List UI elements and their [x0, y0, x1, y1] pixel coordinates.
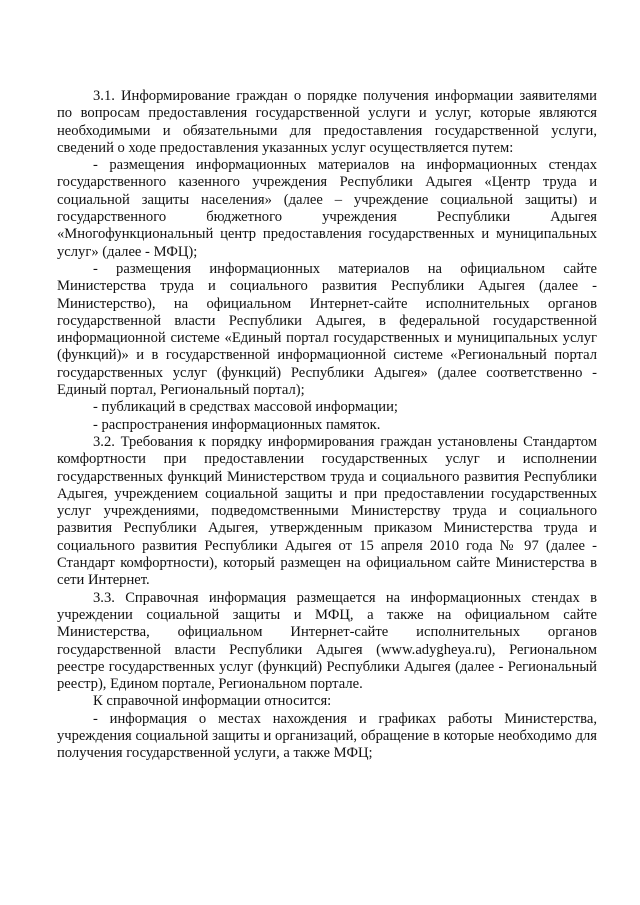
list-item-website: - размещения информационных материалов на официальном сайте Министерства труда и социального развития Республики Адыгея (далее - Министерство), на официальном Интернет-сайте исполнительных органов государственной власти Республики Адыгея, в федеральной государственной информационной системе «Единый портал государственных и муниципальных услуг (функций)» и в государственной информационной системе «Региональный портал государственных услуг (функций) Республики Адыгея» (далее соответственно - Единый портал, Региональный портал);	[57, 260, 597, 399]
document-page	[57, 88, 597, 763]
list-item-mass-media: - публикаций в средствах массовой информации;	[93, 399, 398, 416]
list-item-locations: - информация о местах нахождения и графиках работы Министерства, учреждения социальной защиты и организаций, обращение в которые необходимо для получения государственной услуги, а также МФЦ;	[57, 710, 597, 762]
list-item-leaflets: - распространения информационных памяток.	[93, 416, 381, 433]
paragraph-3-3: 3.3. Справочная информация размещается на информационных стендах в учреждении социальной защиты и МФЦ, а также на официальном сайте Министерства, официальном Интернет-сайте исполнительных органов государственной власти Республики Адыгея (www.adygheya.ru), Региональном реестре государственных услуг (функций) Республики Адыгея (далее - Региональный реестр), Едином портале, Региональном портале.	[57, 589, 597, 693]
reference-info-heading: К справочной информации относится:	[93, 693, 332, 710]
paragraph-3-2: 3.2. Требования к порядку информирования граждан установлены Стандартом комфортности при предоставлении государственных услуг и исполнении государственных функций Министерством труда и социального развития Республики Адыгея, учреждением социальной защиты и при предоставлении государственных услуг учреждениями, подведомственными Министерству труда и социального развития Республики Адыгея, утвержденным приказом Министерства труда и социального развития Республики Адыгея от 15 апреля 2010 года № 97 (далее - Стандарт комфортности), который размещен на официальном сайте Министерства в сети Интернет.	[57, 433, 597, 589]
paragraph-3-1: 3.1. Информирование граждан о порядке получения информации заявителями по вопросам предоставления государственной услуги и услуг, которые являются необходимыми и обязательными для предоставления государственной услуги, сведений о ходе предоставления указанных услуг осуществляется путем:	[57, 88, 597, 156]
list-item-stands: - размещения информационных материалов на информационных стендах государственного казенного учреждения Республики Адыгея «Центр труда и социальной защиты населения» (далее – учреждение социальной защиты) и государственного бюджетного учреждения Республики Адыгея «Многофункциональный центр предоставления государственных и муниципальных услуг» (далее - МФЦ);	[57, 157, 597, 260]
